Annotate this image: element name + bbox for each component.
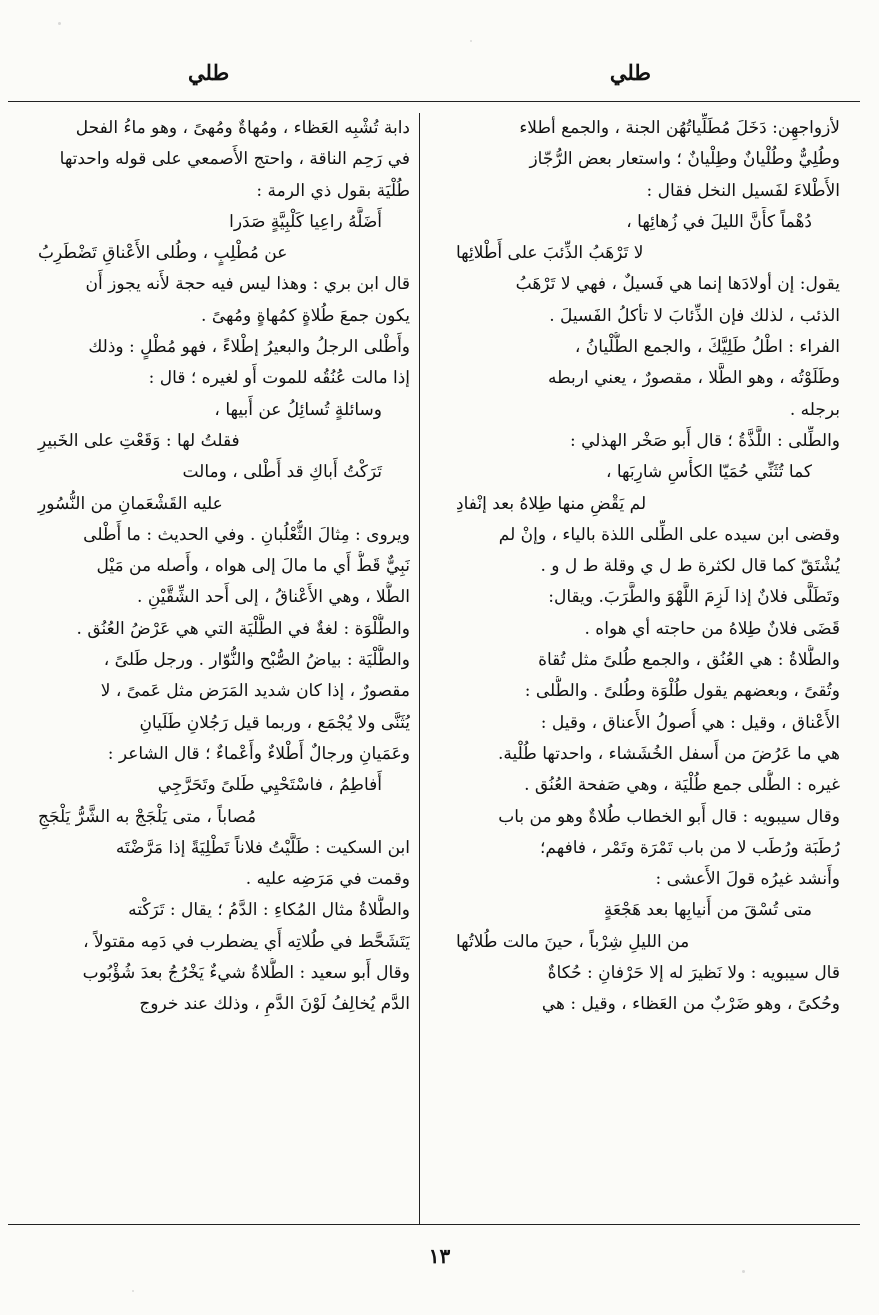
text-line: يكون جمعَ طُلاةٍ كمُهاةٍ ومُهىً .	[201, 305, 410, 326]
text-line: الفراء : اطْلُ طَلِيَّكَ ، والجمع الطُّلْيانُ ،	[574, 337, 840, 358]
verse-line: أَضَلَّهُ راعِيا كَلْبِيَّةٍ صَدَرا	[229, 211, 382, 232]
text-line: رُطَبَة ورُطَب لا من باب تَمْرَة وتَمْر ، فافهم؛	[540, 837, 840, 858]
verse-line: لا تَرْهَبُ الذِّئبَ على أَطْلائِها	[456, 243, 644, 264]
running-headword-left: طلي	[188, 60, 230, 85]
text-line: يقول: إن أولادَها إنما هي فَسيلٌ ، فهي لا تَرْهَبُ	[515, 274, 840, 295]
text-line: والطِّلى : اللَّذَّةُ ؛ قال أَبو صَخْر الهذلي :	[570, 430, 840, 451]
paper-speck	[58, 22, 61, 25]
text-line: وطُلِيٌّ وطُلْيانٌ وطِلْيانٌ ؛ واستعار بعض الرُّجّاز	[529, 149, 840, 170]
text-line: وأَطْلى الرجلُ والبعيرُ إطْلاءً ، فهو مُطْلٍ : وذلك	[88, 337, 410, 358]
text-line: طُلْيَة بقول ذي الرمة :	[256, 180, 410, 201]
text-line: وقال أَبو سعيد : الطُّلاةُ شيءٌ يَخْرُجُ بعدَ شُؤْبُوب	[82, 963, 410, 984]
text-line: وأَنشد غيرُه قولَ الأَعشى :	[655, 869, 840, 890]
text-line: وتُقىً ، وبعضهم يقول طُلْوَة وطُلىً . والطُّلى :	[524, 681, 840, 702]
column-divider	[419, 113, 420, 1225]
text-line: ويروى : مِثالَ الثُّعْلُبانِ . وفي الحديث : ما أَطْلى	[83, 524, 410, 545]
verse-line: وسائلةٍ تُسائِلُ عن أَبيها ،	[214, 399, 382, 420]
verse-line: مُصاباً ، متى يَلْجَجْ به الشَّرُّ يَلْجَجِ	[38, 806, 257, 827]
text-line: قَضَى فلانٌ طِلاهُ من حاجته أي هواه .	[584, 618, 840, 639]
running-headword-right: طلي	[609, 60, 651, 85]
text-line: برجله .	[789, 399, 840, 420]
text-column-left	[10, 113, 410, 1223]
text-line: وحُكىً ، وهو ضَرْبٌ من العَظاء ، وقيل : هي	[541, 994, 840, 1015]
text-line: وعَمَيانِ ورجالٌ أَطْلاءٌ وأَعْماءٌ ؛ قال الشاعر :	[107, 743, 410, 764]
page-number: ١٣	[428, 1244, 451, 1268]
text-line: غيره : الطُّلى جمع طُلْيَة ، وهي صَفحة العُنُق .	[524, 775, 840, 796]
text-line: وقمت في مَرَضِه عليه .	[245, 869, 410, 890]
footer-rule	[8, 1224, 860, 1225]
text-line: نَبِيٌّ قَطُّ أَي ما مالَ إلى هواه ، وأَصله من مَيْل	[96, 556, 410, 577]
paper-speck	[132, 1290, 134, 1292]
verse-line: من الليلِ شِرْباً ، حينَ مالت طُلاتُها	[456, 931, 690, 952]
text-line: دابة تُشْبِه العَظاء ، ومُهاةٌ ومُهىً ، وهو ماءُ الفحل	[75, 118, 410, 138]
verse-line: عن مُطْلِبٍ ، وطُلى الأَعْناقِ تَضْطَرِبُ	[38, 243, 288, 264]
verse-line: فقلتُ لها : وَقَعْتِ على الخَبيرِ	[38, 430, 240, 451]
text-line: قال سيبويه : ولا نَظيرَ له إلا حَرْفانِ : حُكاةٌ	[547, 963, 840, 984]
header-rule	[8, 101, 860, 102]
verse-line: دُهْماً كأَنَّ الليلَ في زُهائِها ،	[626, 211, 812, 232]
text-line: يُشْتَقّ كما قال لكثرة ط ل ي وقلة ط ل و .	[540, 556, 840, 577]
text-line: الذئب ، لذلك فإن الذِّئابَ لا تأكلُ الفَسيلَ .	[549, 305, 840, 326]
text-line: هي ما عَرُضَ من أَسفل الخُشَشاء ، واحدتها طُلْية.	[497, 743, 840, 764]
text-line: لأزواجهِن: دَخَلَ مُطَلِّياتُهُن الجنة ، والجمع أطلاء	[519, 118, 840, 138]
text-line: وقال سيبويه : قال أَبو الخطاب طُلاةٌ وهو من باب	[498, 806, 840, 827]
text-line: الأَعْناق ، وقيل : هي أُصولُ الأَعناق ، وقيل :	[540, 712, 840, 733]
text-line: الدَّم يُخالِفُ لَوْنَ الدَّمِ ، وذلك عند خروج	[139, 994, 410, 1015]
text-line: الطُّلا ، وهي الأَعْناقُ ، إلى أَحد الشِّقَّيْنِ .	[137, 587, 410, 608]
paper-speck	[470, 40, 472, 42]
text-line: والطُّلْوَة : لغةٌ في الطُّلْيَة التي هي عَرْضُ العُنُق .	[76, 618, 410, 639]
text-line: وتَطَلَّى فلانٌ إذا لَزِمَ اللَّهْوَ والطَّرَبَ. ويقال:	[548, 587, 840, 608]
text-line: وقضى ابن سيده على الطِّلى اللذة بالياء ، وإنْ لم	[498, 524, 840, 545]
paper-speck	[742, 1270, 745, 1273]
text-line: مقصورٌ ، إذا كان شديد المَرَض مثل عَمىً ، لا	[100, 681, 410, 702]
text-line: والطُّلاةُ : هي العُنُق ، والجمع طُلىً مثل تُقاة	[538, 650, 840, 671]
text-line: والطُّلاةُ مثال المُكاءِ : الدَّمُ ؛ يقال : تَرَكْته	[128, 900, 410, 921]
text-line: قال ابن بري : وهذا ليس فيه حجة لأَنه يجوز أَن	[85, 274, 410, 295]
verse-line: متى تُسْقَ من أَنيابِها بعد هَجْعَةٍ	[603, 900, 812, 921]
text-line: في رَحِم الناقة ، واحتج الأَصمعي على قوله واحدتها	[59, 149, 410, 170]
verse-line: كما تُثَنِّي حُمَيّا الكأْسِ شارِبَها ،	[605, 462, 812, 483]
verse-line: عليه القَشْعَمانِ من النُّسُورِ	[38, 493, 223, 514]
text-line: يُثَنَّى ولا يُجْمَع ، وربما قيل رَجُلانِ طَلَيانِ	[139, 712, 410, 733]
verse-line: تَرَكْتُ أَباكِ قد أَطْلى ، ومالت	[182, 462, 382, 483]
text-line: وطَلَوْتُه ، وهو الطَّلا ، مقصورٌ ، يعني اربطه	[547, 368, 840, 389]
text-line: ابن السكيت : طَلَّيْتُ فلاناً تَطْلِيَةً إذا مَرَّضْتَه	[115, 837, 410, 858]
verse-line: أَفاطِمُ ، فاسْتَحْيِي طَلىً وتَحَرَّجِي	[157, 775, 382, 796]
text-line: إذا مالت عُنُقُه للموت أَو لغيره ؛ قال :	[148, 368, 410, 389]
verse-line: لم يَقْضِ منها طِلاهُ بعد إنْفادِ	[456, 493, 647, 514]
text-column-right	[428, 113, 840, 1223]
text-line: الأَطْلاءَ لفَسيل النخل فقال :	[646, 180, 840, 201]
text-line: والطُّلْيَة : بياضُ الصُّبْح والنُّوّار . ورجل طَلىً ،	[103, 650, 410, 671]
text-line: يَتَشَحَّط في طُلاتِه أَي يضطرب في دَمِه مقتولاً ،	[83, 931, 410, 952]
